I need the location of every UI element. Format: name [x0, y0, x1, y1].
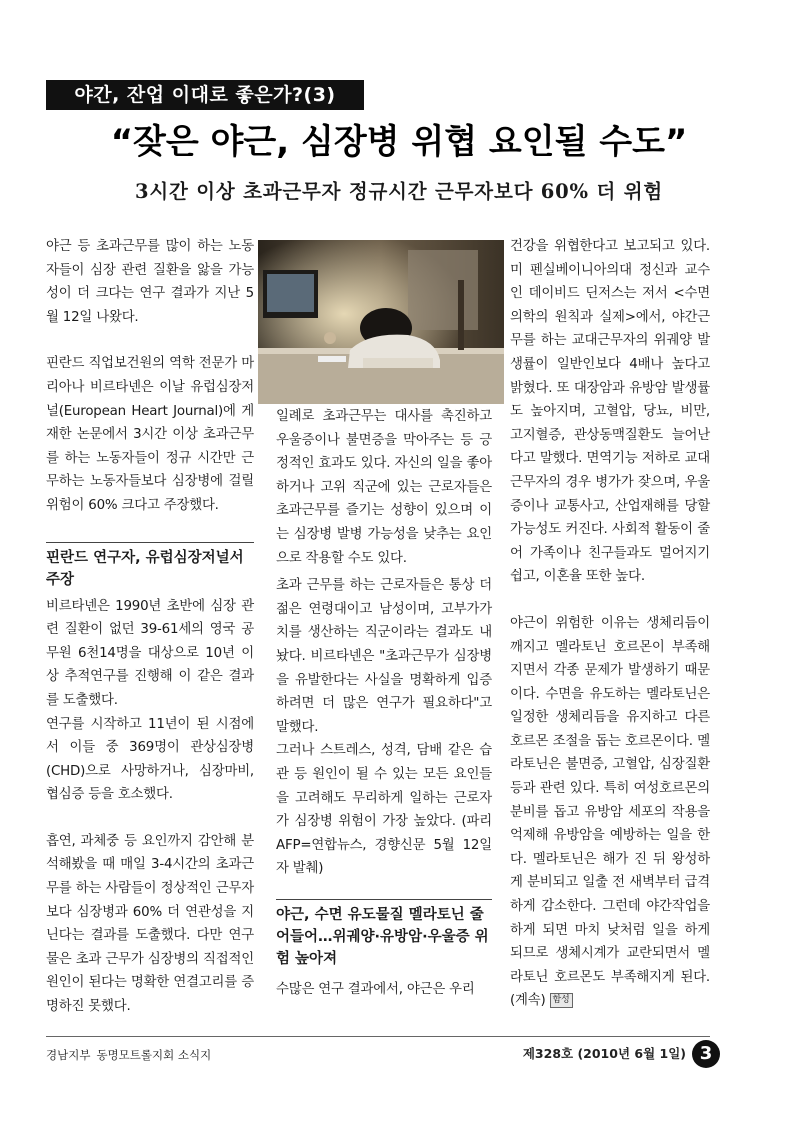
- paragraph: 그러나 스트레스, 성격, 담배 같은 습관 등 원인이 될 수 있는 모든 요인들을 고려해도 무리하게 일하는 근로자가 심장병 위험이 가장 높았다. (파리 AFP=연합뉴스, 경향신문 5월 12일자 발췌): [276, 743, 492, 877]
- author-credit: 함성: [550, 993, 573, 1008]
- section-subtitle-text: 핀란드 연구자, 유럽심장저널서 주장: [46, 549, 244, 588]
- series-label: 야간, 잔업 이대로 좋은가?(3): [46, 80, 364, 110]
- article-column-1: [46, 235, 254, 1019]
- paragraph: [510, 612, 710, 1013]
- section-subtitle-text: 야근, 수면 유도물질 멜라토닌 줄어들어…위궤양·유방암·우울증 위험 높아져: [276, 906, 489, 967]
- paragraph: 연구를 시작하고 11년이 된 시점에서 이들 중 369명이 관상심장병(CHD)으로 사망하거나, 심장마비, 협심증 등을 호소했다.: [46, 716, 254, 803]
- paragraph: 초과 근무를 하는 근로자들은 통상 더 젊은 연령대이고 남성이며, 고부가가치를 생산하는 직군이라는 결과도 내놨다. 비르타넨은 "초과근무가 심장병을 유발한다는 사실을 명확하게 입증하려면 더 많은 연구가 필요하다"고 말했다.: [276, 578, 492, 735]
- paragraph: 야근 등 초과근무를 많이 하는 노동자들이 심장 관련 질환을 앓을 가능성이 더 크다는 연구 결과가 지난 5월 12일 나왔다.: [46, 239, 254, 325]
- article-column-2: [276, 405, 492, 1001]
- footer-divider: [46, 1036, 710, 1037]
- paragraph: 흡연, 과체중 등 요인까지 감안해 분석해봤을 때 매일 3-4시간의 초과근무를 하는 사람들이 정상적인 근무자보다 심장병과 60% 더 연관성을 지닌다는 결과를 도출했다. 다만 연구물은 초과 근무가 심장병의 직접적인 원인이 된다는 명확한 연결고리를 증명하진 못했다.: [46, 833, 254, 1015]
- headline: “잦은 야근, 심장병 위협 요인될 수도”: [110, 122, 688, 162]
- paragraph: 핀란드 직업보건원의 역학 전문가 마리아나 비르타넨은 이날 유럽심장저널(European Heart Journal)에 게재한 논문에서 3시간 이상 초과근무를 하는 노동자들이 정규 시간만 근무하는 노동자들보다 심장병에 걸릴 위험이 60% 크다고 주장했다.: [46, 356, 254, 513]
- paragraph: 비르타넨은 1990년 초반에 심장 관련 질환이 없던 39-61세의 영국 공무원 6천14명을 대상으로 10년 이상 추적연구를 진행해 이 같은 결과를 도출했다.: [46, 598, 254, 708]
- footer-organization: [46, 1046, 211, 1064]
- section-subtitle: [276, 899, 492, 970]
- subheadline: 3시간 이상 초과근무자 정규시간 근무자보다 60% 더 위험: [135, 180, 663, 203]
- footer-org-newsletter: 동명모트롤지회 소식지: [96, 1048, 212, 1062]
- page-number: 3: [692, 1040, 720, 1068]
- article-photo: [258, 240, 504, 404]
- paragraph: 일례로 초과근무는 대사를 촉진하고 우울증이나 불면증을 막아주는 등 긍정적인 효과도 있다. 자신의 일을 좋아하거나 고위 직군에 있는 근로자들은 초과근무를 즐기는 성향이 있으며 이는 심장병 발병 가능성을 낮추는 요인으로 작용할 수도 있다.: [276, 409, 492, 566]
- article-column-3: [510, 235, 710, 1013]
- footer-org-union: 경남지부: [46, 1048, 91, 1062]
- worker-asleep-at-desk-image: [258, 240, 504, 404]
- section-subtitle: [46, 542, 254, 591]
- paragraph: 수많은 연구 결과에서, 야근은 우리: [276, 981, 475, 997]
- issue-number: 제328호 (2010년 6월 1일): [522, 1046, 686, 1061]
- paragraph: 건강을 위협한다고 보고되고 있다. 미 펜실베이니아의대 정신과 교수인 데이비드 딘저스는 저서 <수면의학의 원칙과 실제>에서, 야간근무를 하는 교대근무자의 위궤양 발생률이 일반인보다 4배나 높다고 밝혔다. 또 대장암과 유방암 발생률도 높아지며, 고혈압, 당뇨, 비만, 고지혈증, 관상동맥질환도 늘어난다고 말했다. 면역기능 저하로 교대근무자의 경우 병가가 잦으며, 우울증이나 교통사고, 산업재해를 당할 가능성도 커진다. 사회적 활동이 줄어 가족이나 친구들과도 멀어지기 쉽고, 이혼율 또한 높다.: [510, 239, 710, 585]
- paragraph-text: 야근이 위험한 이유는 생체리듬이 깨지고 멜라토닌 호르몬이 부족해지면서 각종 문제가 발생하기 때문이다. 수면을 유도하는 멜라토닌은 일정한 생체리듬을 유지하고 다른 호르몬 조절을 돕는 호르몬이다. 멜라토닌은 불면증, 고혈압, 심장질환 등과 관련 있다. 특히 여성호르몬의 분비를 돕고 유방암 세포의 작용을 억제해 유방암을 예방하는 일을 한다. 멜라토닌은 해가 진 뒤 왕성하게 분비되고 일출 전 새벽부터 급격하게 감소한다. 그런데 야간작업을 하게 되면 마치 낮처럼 일을 하게 되므로 생체시계가 교란되면서 멜라토닌 호르몬도 부족해지게 된다. (계속): [510, 615, 710, 1009]
